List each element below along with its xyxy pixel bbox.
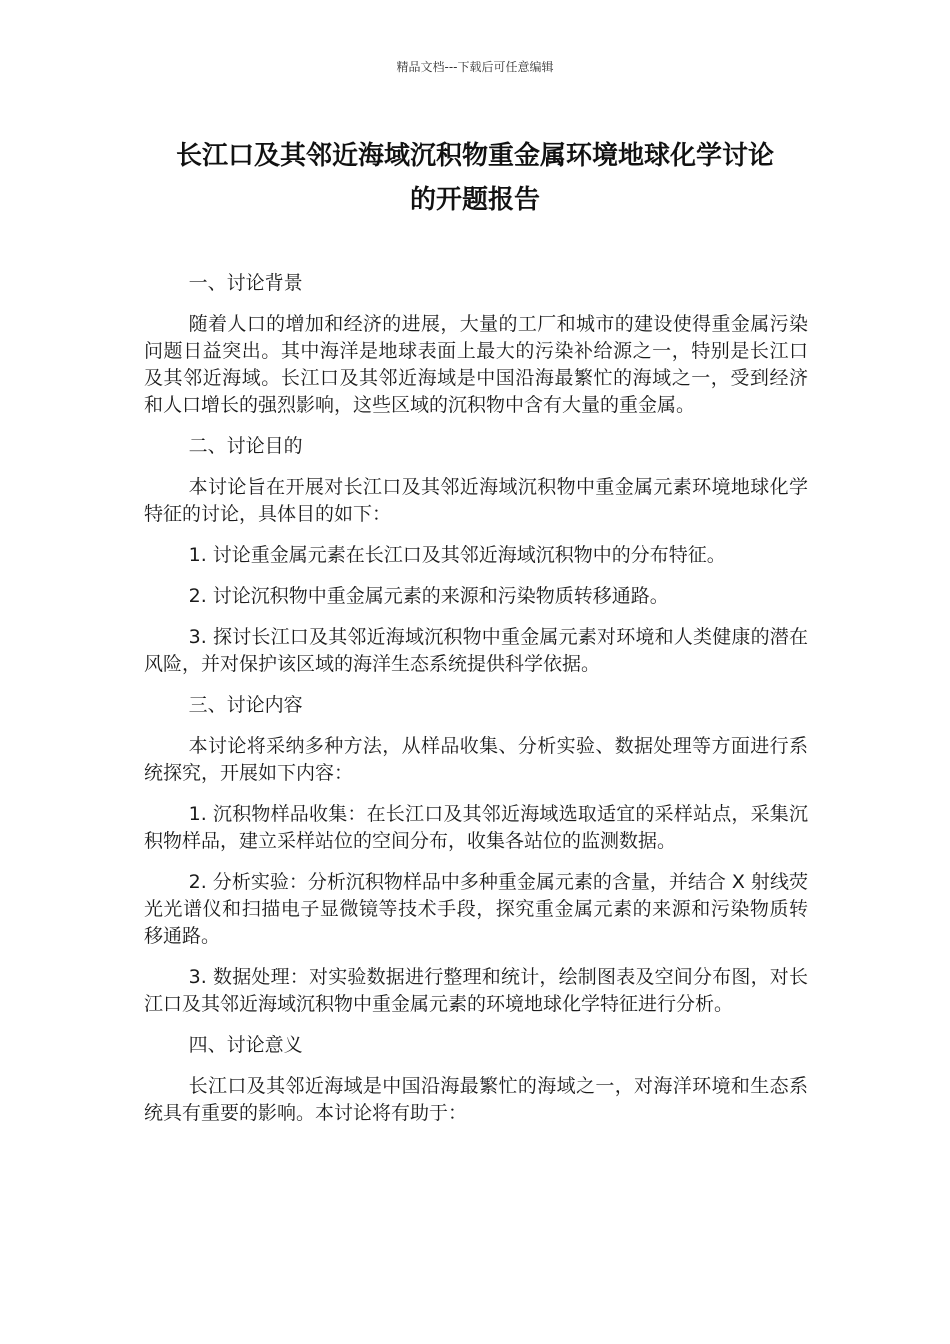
section-heading-content: 三、讨论内容: [188, 694, 303, 716]
list-item-content-3: 3. 数据处理：对实验数据进行整理和统计，绘制图表及空间分布图，对长江口及其邻近海域沉积物中重金属元素的环境地球化学特征进行分析。: [144, 966, 808, 1015]
paragraph-background: 随着人口的增加和经济的进展，大量的工厂和城市的建设使得重金属污染问题日益突出。其中海洋是地球表面上最大的污染补给源之一，特别是长江口及其邻近海域。长江口及其邻近海域是中国沿海最繁忙的海域之一，受到经济和人口增长的强烈影响，这些区域的沉积物中含有大量的重金属。: [144, 313, 808, 416]
title-line-1: 长江口及其邻近海域沉积物重金属环境地球化学讨论: [175, 141, 774, 171]
paragraph-content-intro: 本讨论将采纳多种方法，从样品收集、分析实验、数据处理等方面进行系统探究，开展如下内容：: [144, 735, 808, 784]
title-line-2: 的开题报告: [409, 185, 540, 215]
list-item-purpose-3: 3. 探讨长江口及其邻近海域沉积物中重金属元素对环境和人类健康的潜在风险，并对保护该区域的海洋生态系统提供科学依据。: [144, 626, 808, 675]
section-heading-background: 一、讨论背景: [188, 272, 303, 294]
page-header-note: 精品文档---下载后可任意编辑: [396, 60, 554, 74]
list-item-purpose-2: 2. 讨论沉积物中重金属元素的来源和污染物质转移通路。: [188, 585, 669, 607]
paragraph-significance: 长江口及其邻近海域是中国沿海最繁忙的海域之一，对海洋环境和生态系统具有重要的影响。本讨论将有助于：: [144, 1075, 808, 1124]
document-body: [144, 270, 808, 1141]
list-item-content-2: 2. 分析实验：分析沉积物样品中多种重金属元素的含量，并结合 X 射线荧光光谱仪和扫描电子显微镜等技术手段，探究重金属元素的来源和污染物质转移通路。: [144, 871, 808, 947]
document-title: [130, 134, 820, 222]
paragraph-purpose-intro: 本讨论旨在开展对长江口及其邻近海域沉积物中重金属元素环境地球化学特征的讨论，具体目的如下：: [144, 476, 808, 525]
section-heading-significance: 四、讨论意义: [188, 1034, 303, 1056]
list-item-content-1: 1. 沉积物样品收集：在长江口及其邻近海域选取适宜的采样站点，采集沉积物样品，建立采样站位的空间分布，收集各站位的监测数据。: [144, 803, 808, 852]
list-item-purpose-1: 1. 讨论重金属元素在长江口及其邻近海域沉积物中的分布特征。: [188, 544, 726, 566]
section-heading-purpose: 二、讨论目的: [188, 435, 303, 457]
